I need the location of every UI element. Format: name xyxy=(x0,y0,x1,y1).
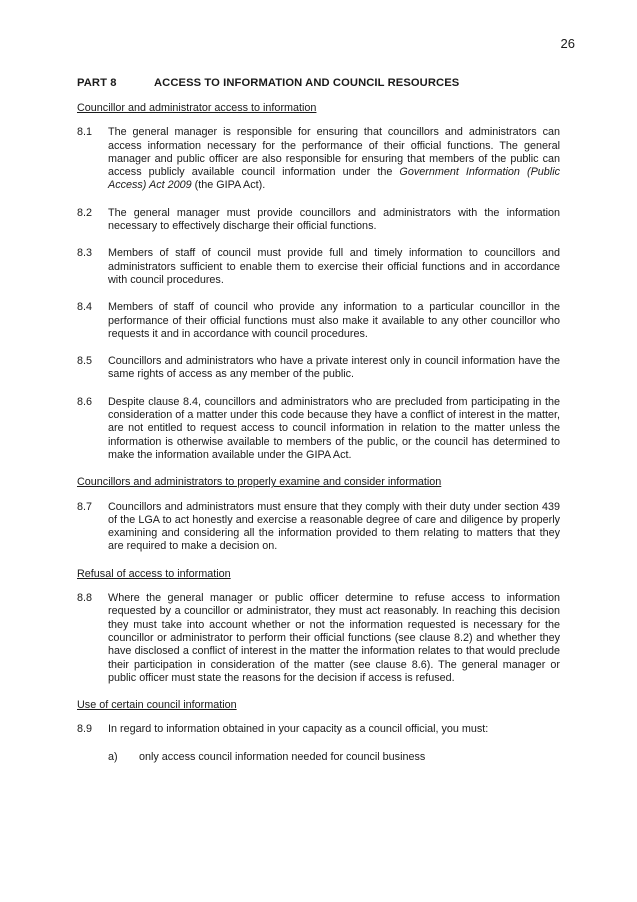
part-title: ACCESS TO INFORMATION AND COUNCIL RESOURCES xyxy=(154,77,460,89)
sub-clause-a xyxy=(108,751,560,764)
clause-text: Councillors and administrators who have a private interest only in council information have the same rights of access as any member of the public. xyxy=(108,355,560,381)
clause-number: 8.5 xyxy=(77,355,93,368)
sub-clause-text: only access council information needed for council business xyxy=(139,750,426,763)
clause-number: 8.4 xyxy=(77,301,93,314)
clause-8-4 xyxy=(77,301,560,341)
clause-8-8 xyxy=(77,592,560,685)
clause-8-1 xyxy=(77,126,560,192)
section-heading: Councillors and administrators to properly examine and consider information xyxy=(77,476,442,489)
clause-number: 8.8 xyxy=(77,592,93,605)
clause-8-6 xyxy=(77,396,560,462)
clause-text: Where the general manager or public officer determine to refuse access to information requested by a councillor or administrator, they must act reasonably. In reaching this decision they must take into account whether or not the information requested is necessary for the councillor or administrator to perform their official functions (see clause 8.2) and whether they have disclosed a conflict of interest in the matter the information relates to that would preclude their participation in consideration of the matter (see clause 8.6). The general manager or public officer must state the reasons for the decision if access is refused. xyxy=(108,592,560,684)
clause-text: Members of staff of council who provide any information to a particular councillor in the performance of their official functions must also make it available to any other councillor who requests it and in accordance with council procedures. xyxy=(108,301,560,340)
act-title: Government Information (Public Access) Act 2009 xyxy=(108,166,560,192)
clause-number: 8.6 xyxy=(77,395,93,408)
clause-text: Despite clause 8.4, councillors and administrators who are precluded from participating in the consideration of a matter under this code because they have a conflict of interest in the matter, are not entitled to request access to council information in relation to the matter unless the information is otherwise available to members of the public, or the council has determined to make the information available under the GIPA Act. xyxy=(108,395,560,461)
clause-text: Members of staff of council must provide full and timely information to councillors and administrators sufficient to enable them to exercise their official functions and in accordance with council procedures. xyxy=(108,247,560,286)
document-body xyxy=(77,102,560,764)
clause-number: 8.7 xyxy=(77,500,93,513)
section-heading: Use of certain council information xyxy=(77,699,237,712)
part-label: PART 8 xyxy=(77,77,117,89)
section-heading: Refusal of access to information xyxy=(77,567,231,580)
clause-text: The general manager must provide councillors and administrators with the information necessary to effectively discharge their official functions. xyxy=(108,206,560,233)
clause-number: 8.3 xyxy=(77,247,93,260)
clause-number: 8.1 xyxy=(77,126,93,139)
section-heading: Councillor and administrator access to information xyxy=(77,102,317,114)
clause-text: In regard to information obtained in your capacity as a council official, you must: xyxy=(108,723,489,736)
page-number: 26 xyxy=(560,36,575,51)
clause-8-7 xyxy=(77,501,560,554)
part-heading xyxy=(77,77,459,89)
clause-8-5 xyxy=(77,355,560,382)
clause-number: 8.9 xyxy=(77,723,93,736)
clause-8-3 xyxy=(77,247,560,287)
clause-8-2 xyxy=(77,207,560,234)
clause-8-9 xyxy=(77,723,560,736)
clause-text: Councillors and administrators must ensure that they comply with their duty under section 439 of the LGA to act honestly and exercise a reasonable degree of care and diligence by properly examining and considering all the information provided to them relating to matters that they are required to make a decision on. xyxy=(108,500,560,553)
clause-number: 8.2 xyxy=(77,206,93,219)
sub-clause-letter: a) xyxy=(108,750,118,763)
clause-text: The general manager is responsible for ensuring that councillors and administrators can access information necessary for the performance of their official functions. The general manager and public officer are also responsible for ensuring that members of the public can access publicly available council information under the Government Information (Public Access) Act 2009 (the GIPA Act). xyxy=(108,126,560,192)
